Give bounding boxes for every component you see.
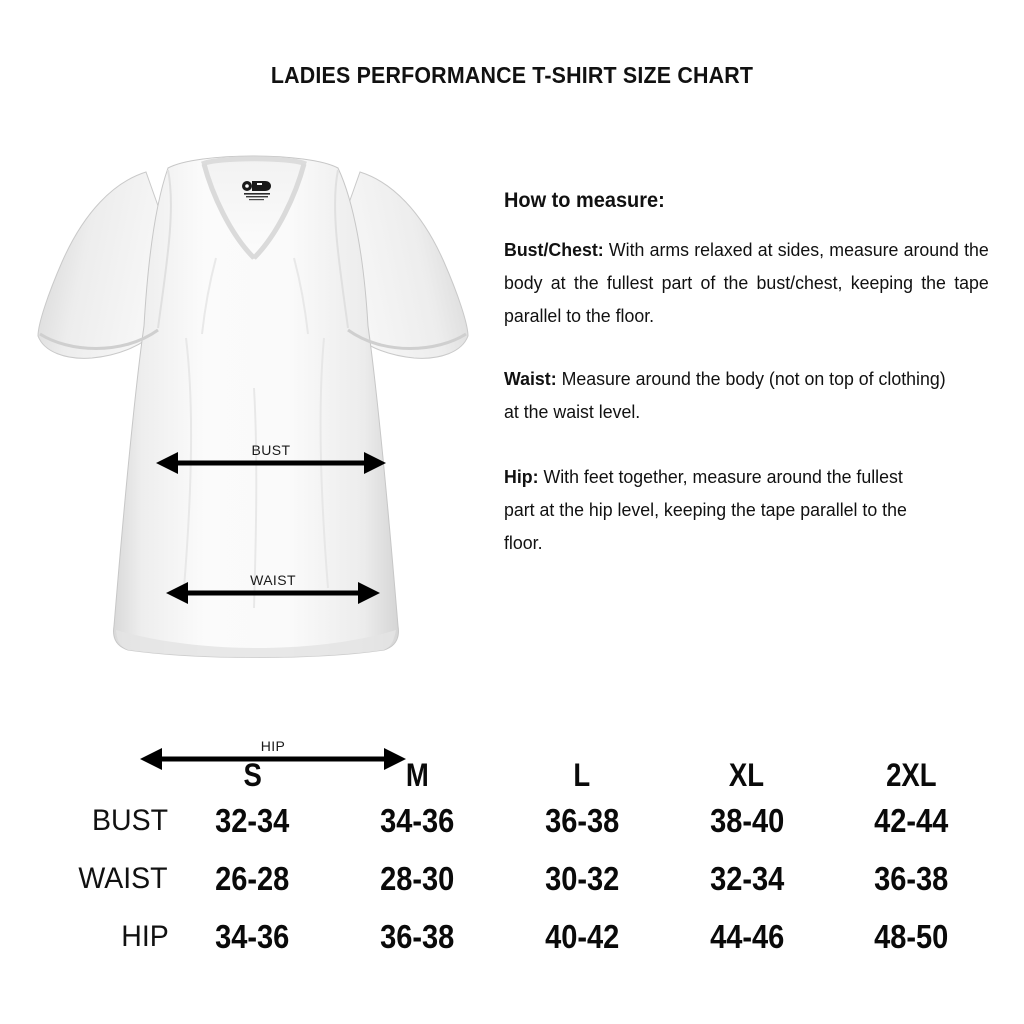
table-row — [30, 792, 994, 850]
waist-measure-arrow — [166, 570, 380, 604]
table-row — [30, 908, 994, 966]
hip-text: With feet together, measure around the fullest part at the hip level, keeping the tape parallel to the floor. — [504, 465, 907, 553]
cell-hip-s: 34-36 — [215, 918, 290, 955]
cell-waist-s: 26-28 — [215, 860, 290, 897]
table-corner-cell — [30, 736, 170, 792]
cell-bust-l: 36-38 — [544, 802, 620, 839]
page-title: LADIES PERFORMANCE T-SHIRT SIZE CHART — [270, 62, 754, 88]
waist-lead: Waist: — [504, 367, 557, 389]
size-column-header-m: M — [405, 757, 429, 793]
bust-chest-lead: Bust/Chest: — [504, 238, 604, 260]
cell-bust-m: 34-36 — [380, 802, 455, 839]
cell-hip-2xl: 48-50 — [874, 918, 949, 955]
table-header-row — [30, 736, 994, 792]
how-to-measure-heading: How to measure: — [504, 189, 665, 212]
cell-hip-xl: 44-46 — [709, 918, 784, 955]
size-chart-table — [30, 736, 994, 966]
row-label-hip: HIP — [121, 920, 169, 953]
cell-waist-xl: 32-34 — [709, 860, 784, 897]
bust-chest-instruction — [504, 233, 989, 332]
bust-arrow-label: BUST — [251, 442, 291, 458]
bust-measure-arrow — [156, 440, 386, 474]
cell-bust-s: 32-34 — [215, 802, 290, 839]
cell-waist-l: 30-32 — [544, 860, 620, 897]
hip-instruction — [504, 460, 917, 559]
cell-bust-2xl: 42-44 — [874, 802, 949, 839]
cell-bust-xl: 38-40 — [709, 802, 784, 839]
hip-arrow-label: HIP — [260, 738, 286, 754]
table-row — [30, 850, 994, 908]
cell-hip-l: 40-42 — [544, 918, 620, 955]
waist-instruction — [504, 362, 965, 428]
size-column-header-xl: XL — [729, 757, 765, 793]
bust-chest-text: With arms relaxed at sides, measure around the body at the fullest part of the bust/chest, keeping the tape parallel to the floor. — [504, 238, 989, 326]
row-label-bust: BUST — [91, 804, 168, 837]
size-column-header-2xl: 2XL — [886, 757, 937, 793]
waist-text: Measure around the body (not on top of clothing) at the waist level. — [504, 367, 946, 422]
brand-logo-icon — [242, 181, 271, 200]
size-column-header-s: S — [243, 757, 262, 793]
size-column-header-l: L — [573, 757, 591, 793]
tshirt-illustration — [18, 138, 488, 754]
cell-waist-2xl: 36-38 — [874, 860, 949, 897]
hip-lead: Hip: — [504, 465, 539, 487]
cell-waist-m: 28-30 — [380, 860, 455, 897]
row-label-waist: WAIST — [78, 862, 168, 895]
waist-arrow-label: WAIST — [250, 572, 296, 588]
cell-hip-m: 36-38 — [380, 918, 455, 955]
how-to-measure-panel — [504, 188, 996, 559]
